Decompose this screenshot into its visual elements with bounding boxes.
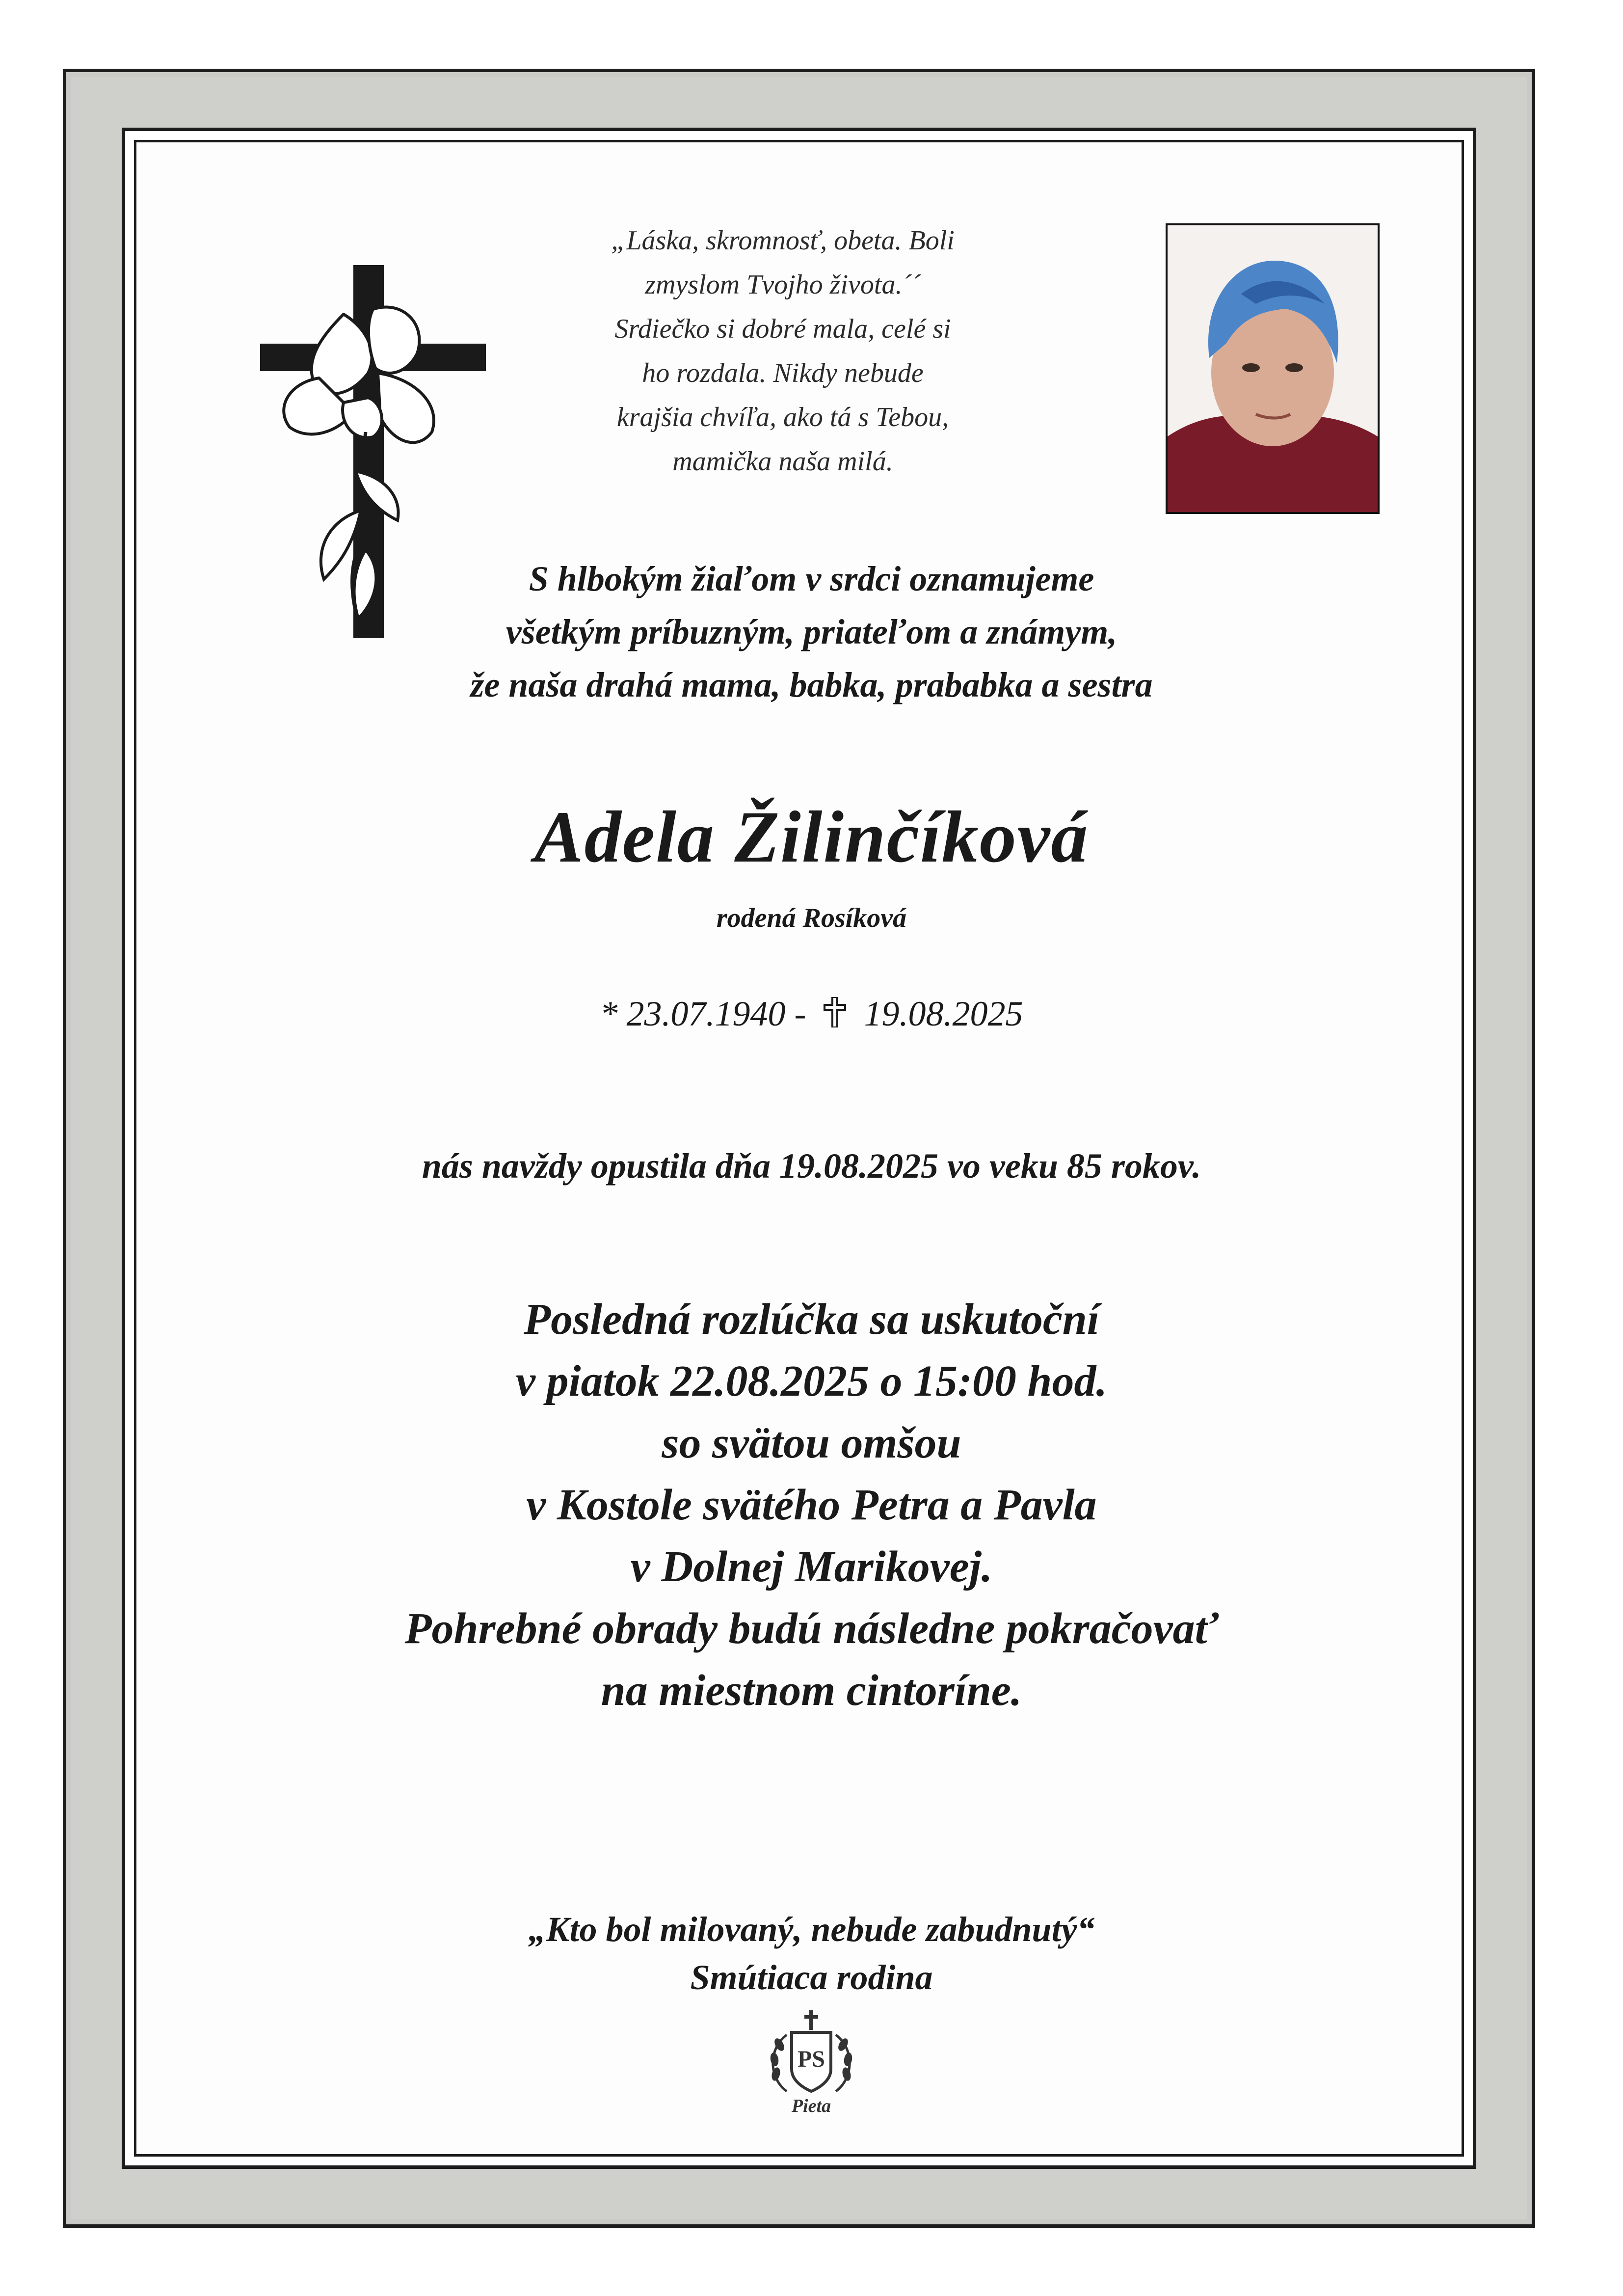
- logo-label: Pieta: [791, 2096, 831, 2116]
- maiden-name: rodená Rosíková: [716, 903, 907, 933]
- poem-line: zmyslom Tvojho života.´´: [645, 270, 921, 300]
- deceased-name: Adela Žilinčíková: [534, 796, 1089, 878]
- ceremony-line: v Kostole svätého Petra a Pavla: [526, 1481, 1097, 1529]
- signature-family: Smútiaca rodina: [690, 1958, 933, 1997]
- intro-line: S hlbokým žiaľom v srdci oznamujeme: [529, 559, 1094, 598]
- ceremony-line: Pohrebné obrady budú následne pokračovať: [404, 1604, 1219, 1653]
- life-dates: [0, 989, 1623, 1038]
- ceremony-line: Posledná rozlúčka sa uskutoční: [524, 1295, 1099, 1344]
- intro-line: všetkým príbuzným, priateľom a známym,: [506, 612, 1117, 651]
- intro-line: že naša drahá mama, babka, prababka a sestra: [470, 665, 1153, 704]
- poem-line: Srdiečko si dobré mala, celé si: [614, 314, 951, 344]
- announcement-intro: [0, 552, 1623, 711]
- poem-quote: [555, 218, 1011, 484]
- poem-line: „Láska, skromnosť, obeta. Boli: [611, 225, 955, 256]
- ceremony-line: so svätou omšou: [662, 1419, 961, 1467]
- poem-line: mamička naša milá.: [672, 446, 893, 477]
- funeral-details: [0, 1289, 1623, 1722]
- departure-text: nás navždy opustila dňa 19.08.2025 vo veku 85 rokov.: [422, 1146, 1201, 1186]
- death-date: 19.08.2025: [864, 994, 1023, 1033]
- birth-date: * 23.07.1940 -: [600, 994, 806, 1033]
- ceremony-line: v Dolnej Marikovej.: [630, 1542, 993, 1591]
- portrait-photo: [1166, 223, 1380, 514]
- ceremony-line: na miestnom cintoríne.: [601, 1666, 1022, 1715]
- poem-line: krajšia chvíľa, ako tá s Tebou,: [616, 402, 949, 432]
- poem-line: ho rozdala. Nikdy nebude: [642, 358, 924, 388]
- logo-initials: PS: [797, 2046, 825, 2072]
- portrait-figure-icon: [1168, 225, 1378, 512]
- ceremony-line: v piatok 22.08.2025 o 15:00 hod.: [516, 1357, 1107, 1405]
- closing-motto: „Kto bol milovaný, nebude zabudnutý“: [528, 1910, 1095, 1949]
- cross-icon: [824, 997, 846, 1027]
